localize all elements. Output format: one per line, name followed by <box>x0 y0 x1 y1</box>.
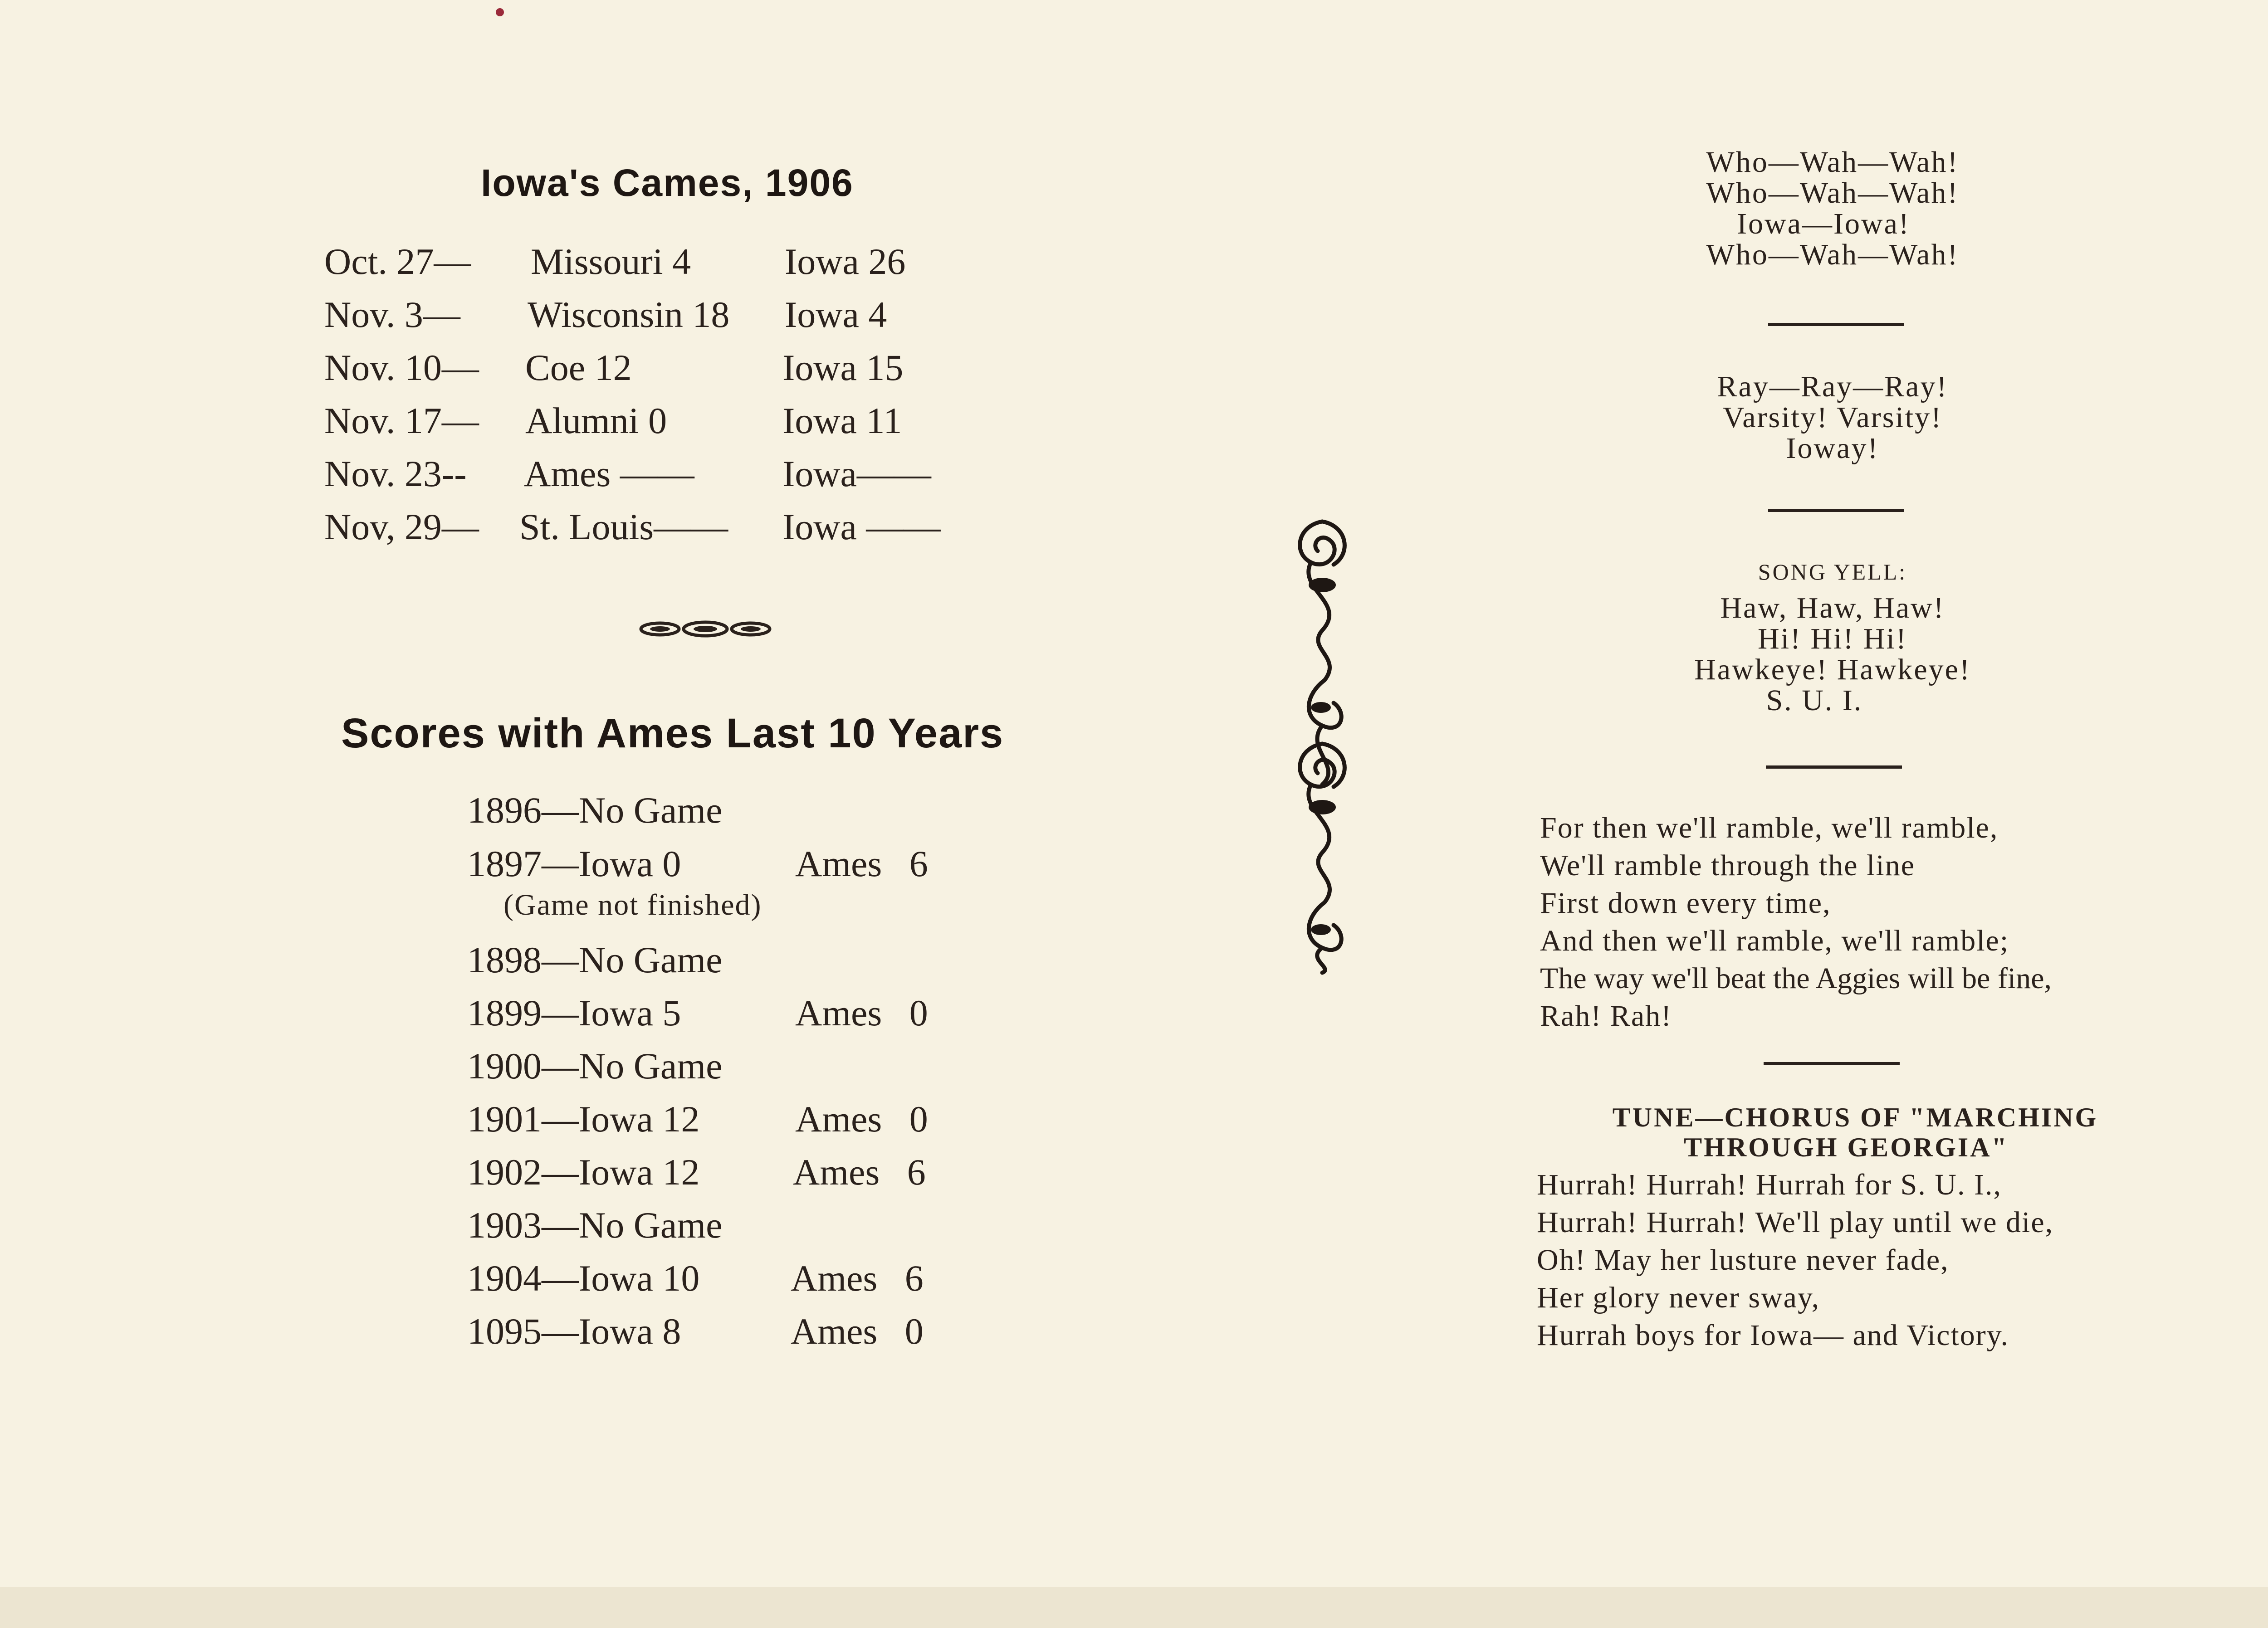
ink-spot <box>496 8 504 16</box>
game-date: Nov, 29— <box>324 506 479 547</box>
game-date: Nov. 10— <box>324 347 479 388</box>
yell-line: Who—Wah—Wah! <box>1706 176 1959 210</box>
games-1906-title: Iowa's Cames, 1906 <box>481 161 854 204</box>
score-ames: Ames 0 <box>795 1098 928 1140</box>
ames-scores-list <box>467 789 1012 1356</box>
verse-line: The way we'll beat the Aggies will be fine, <box>1540 962 2052 995</box>
game-iowa-score: Iowa —— <box>782 506 941 547</box>
score-year-result: 1903—No Game <box>467 1204 723 1246</box>
game-opponent: Alumni 0 <box>525 400 667 441</box>
game-iowa-score: Iowa 4 <box>785 294 887 335</box>
game-date: Oct. 27— <box>324 241 471 282</box>
yell-line: Iowa—Iowa! <box>1737 207 1910 240</box>
yell-line: Ray—Ray—Ray! <box>1717 370 1948 403</box>
yell-line: S. U. I. <box>1766 684 1863 717</box>
verse-line: Hurrah! Hurrah! We'll play until we die, <box>1537 1206 2054 1239</box>
game-date: Nov. 23-- <box>324 453 467 494</box>
game-date: Nov. 17— <box>324 400 479 441</box>
game-opponent: Coe 12 <box>525 347 632 388</box>
divider-rule <box>1764 1062 1900 1065</box>
song-yell-label: SONG YELL: <box>1758 559 1907 585</box>
game-iowa-score: Iowa 26 <box>785 241 906 282</box>
score-year-result: 1900—No Game <box>467 1045 723 1087</box>
tune-label-line: THROUGH GEORGIA" <box>1684 1132 2009 1162</box>
game-iowa-score: Iowa 11 <box>782 400 902 441</box>
game-date: Nov. 3— <box>324 294 460 335</box>
score-ames: Ames 6 <box>795 843 928 884</box>
yell-line: Hawkeye! Hawkeye! <box>1694 653 1971 686</box>
yell-line: Who—Wah—Wah! <box>1706 238 1959 271</box>
ames-scores-title: Scores with Ames Last 10 Years <box>341 710 1004 756</box>
score-year-result: 1901—Iowa 12 <box>467 1098 700 1140</box>
divider-rule <box>1768 323 1904 326</box>
score-year-result: 1095—Iowa 8 <box>467 1311 681 1352</box>
tune-label-line: TUNE—CHORUS OF "MARCHING <box>1612 1102 2098 1132</box>
verse-line: Rah! Rah! <box>1540 999 1672 1033</box>
verse-line: First down every time, <box>1540 887 1831 920</box>
games-1906-table <box>324 240 959 558</box>
game-opponent: St. Louis—— <box>519 506 728 547</box>
game-iowa-score: Iowa 15 <box>782 347 904 388</box>
chain-ornament-icon <box>635 618 776 640</box>
score-year-result: 1896—No Game <box>467 790 723 831</box>
verse-line: Oh! May her lusture never fade, <box>1537 1243 1949 1277</box>
scroll-ornament-icon <box>1279 512 1365 975</box>
yell-line: Hi! Hi! Hi! <box>1758 622 1907 655</box>
score-year-result: 1902—Iowa 12 <box>467 1151 700 1193</box>
score-year-result: 1898—No Game <box>467 939 723 980</box>
score-ames: Ames 6 <box>793 1151 926 1193</box>
yell-line: Haw, Haw, Haw! <box>1720 591 1945 624</box>
verse-line: For then we'll ramble, we'll ramble, <box>1540 811 1999 844</box>
verse-line: Hurrah boys for Iowa— and Victory. <box>1537 1319 2009 1352</box>
verse-line: And then we'll ramble, we'll ramble; <box>1540 924 2009 957</box>
yell-line: Ioway! <box>1786 432 1879 465</box>
score-year-result: 1897—Iowa 0 <box>467 843 681 884</box>
verse-line: Hurrah! Hurrah! Hurrah for S. U. I., <box>1537 1168 2002 1201</box>
game-not-finished-note: (Game not finished) <box>503 888 762 921</box>
divider-rule <box>1768 509 1904 512</box>
game-opponent: Wisconsin 18 <box>528 294 730 335</box>
score-ames: Ames 0 <box>791 1311 924 1352</box>
score-year-result: 1904—Iowa 10 <box>467 1258 700 1299</box>
verse-line: Her glory never sway, <box>1537 1281 1820 1314</box>
verse-line: We'll ramble through the line <box>1540 849 1916 882</box>
page-bottom-edge <box>0 1587 2268 1628</box>
yell-line: Varsity! Varsity! <box>1722 401 1943 434</box>
score-ames: Ames 0 <box>795 992 928 1033</box>
divider-rule <box>1766 765 1902 769</box>
score-ames: Ames 6 <box>791 1258 924 1299</box>
game-iowa-score: Iowa—— <box>782 453 931 494</box>
game-opponent: Missouri 4 <box>531 241 691 282</box>
game-opponent: Ames —— <box>524 453 694 494</box>
score-year-result: 1899—Iowa 5 <box>467 992 681 1033</box>
yell-line: Who—Wah—Wah! <box>1706 146 1959 179</box>
